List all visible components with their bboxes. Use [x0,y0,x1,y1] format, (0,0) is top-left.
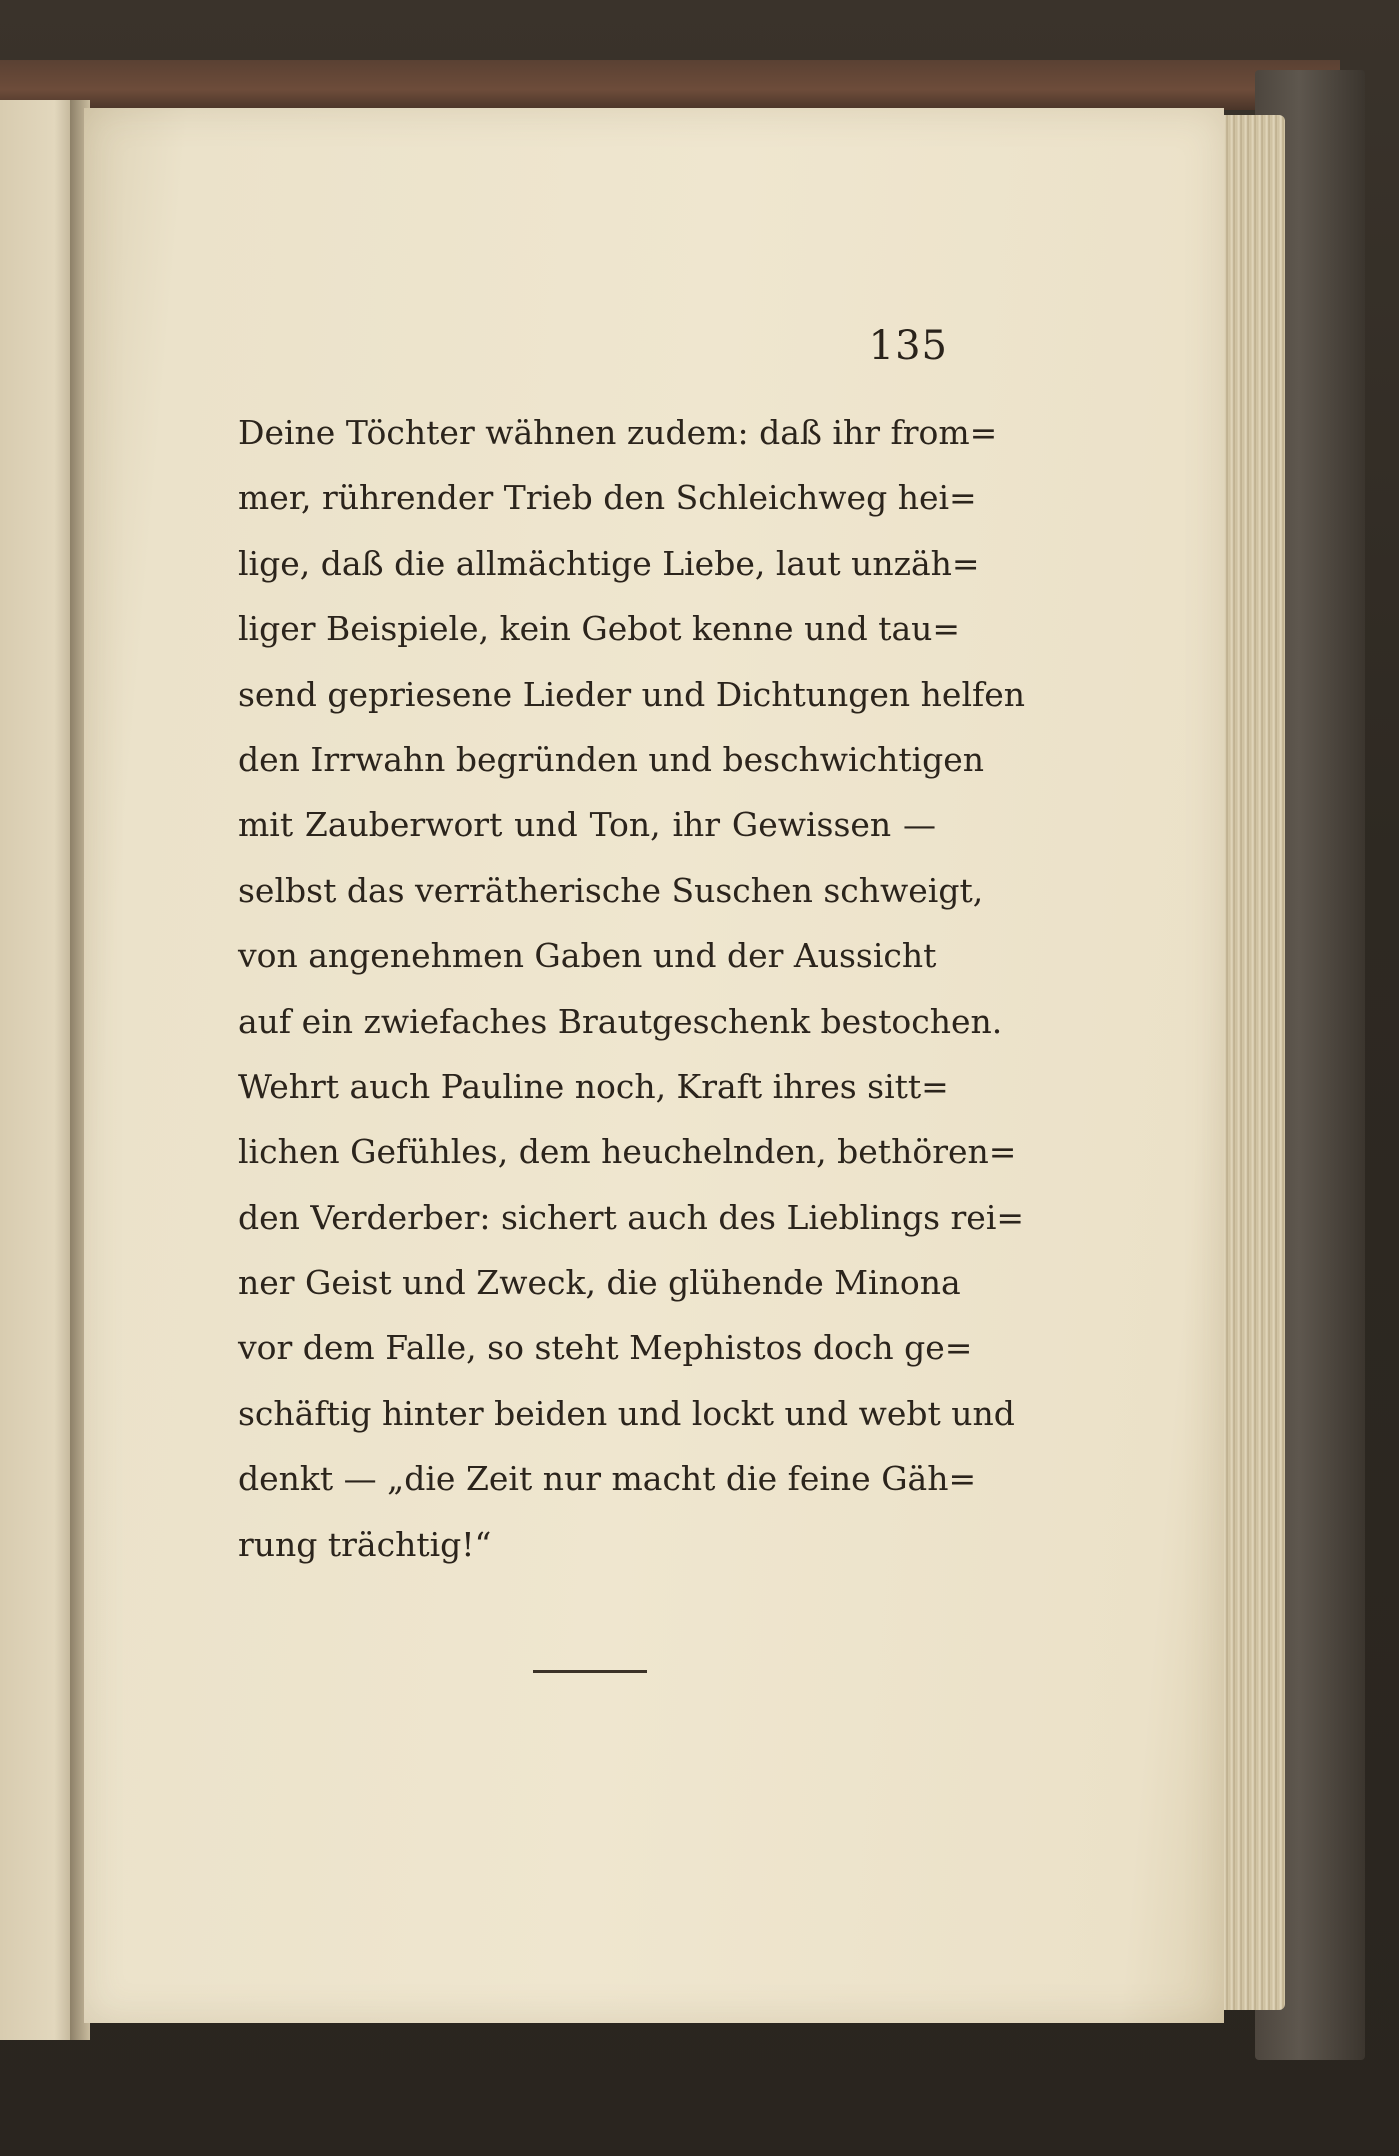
text-line: auf ein zwiefaches Brautgeschenk bestochen. [238,1001,1003,1041]
section-divider-rule [533,1670,647,1673]
text-line: lichen Gefühles, dem heuchelnden, bethören= [238,1132,1017,1172]
text-line: Wehrt auch Pauline noch, Kraft ihres sitt= [238,1066,949,1106]
page-edges [1215,115,1285,2010]
text-line: vor dem Falle, so steht Mephistos doch ge= [238,1328,973,1368]
text-line: den Verderber: sichert auch des Lieblings rei= [238,1197,1025,1237]
text-line: Deine Töchter wähnen zudem: daß ihr from= [238,413,998,452]
text-line: denkt — „die Zeit nur macht die feine Gäh= [238,1459,977,1499]
text-line: mer, rührender Trieb den Schleichweg hei= [238,478,977,518]
text-line: rung trächtig!“ [238,1524,492,1564]
left-facing-page [0,100,78,2040]
text-line: von angenehmen Gaben und der Aussicht [238,936,937,976]
text-line: mit Zauberwort und Ton, ihr Gewissen — [238,805,936,845]
text-line: selbst das verrätherische Suschen schweigt, [238,870,984,910]
text-line: den Irrwahn begründen und beschwichtigen [238,739,985,779]
text-line: lige, daß die allmächtige Liebe, laut unzäh= [238,543,980,583]
text-line: liger Beispiele, kein Gebot kenne und tau= [238,609,961,649]
body-text [238,400,1025,1577]
book-cover-top [0,60,1340,110]
text-line: schäftig hinter beiden und lockt und webt und [238,1393,1015,1433]
text-line: send gepriesene Lieder und Dichtungen helfen [238,674,1025,714]
text-line: ner Geist und Zweck, die glühende Minona [238,1263,961,1303]
page-number: 135 [868,323,948,369]
